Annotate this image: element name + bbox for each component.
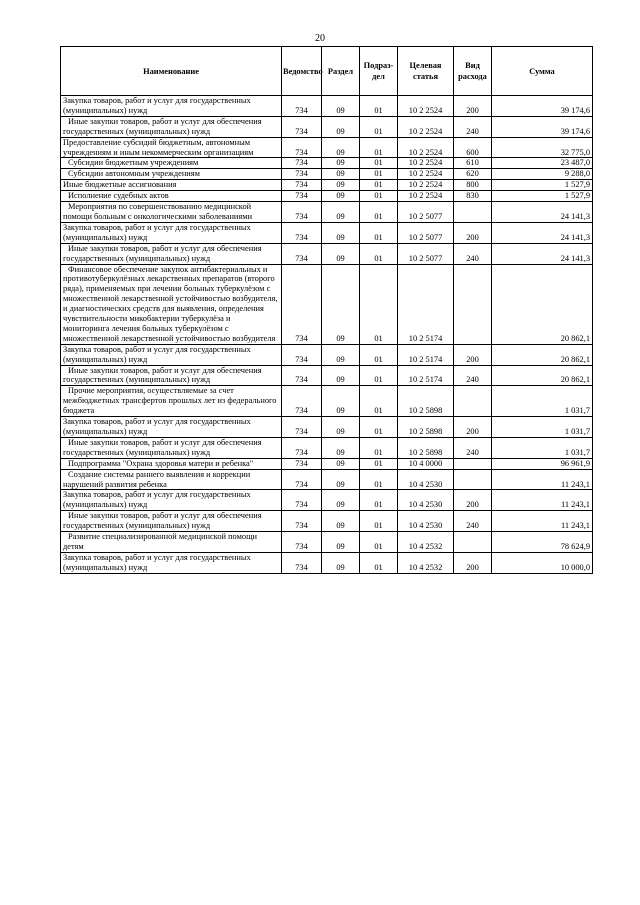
cell-subsection: 01 (360, 96, 398, 117)
cell-name: Закупка товаров, работ и услуг для государственных (муниципальных) нужд (61, 552, 282, 573)
cell-subsection: 01 (360, 344, 398, 365)
table-row (61, 344, 593, 365)
cell-section: 09 (322, 96, 360, 117)
cell-amount: 20 862,1 (492, 365, 593, 386)
cell-subsection: 01 (360, 386, 398, 417)
cell-subsection: 01 (360, 191, 398, 202)
cell-name: Закупка товаров, работ и услуг для государственных (муниципальных) нужд (61, 222, 282, 243)
cell-amount: 20 862,1 (492, 344, 593, 365)
cell-target: 10 2 2524 (398, 180, 454, 191)
cell-amount: 1 527,9 (492, 180, 593, 191)
table-row (61, 116, 593, 137)
cell-expense-type: 620 (454, 169, 492, 180)
cell-expense-type: 200 (454, 417, 492, 438)
cell-name: Финансовое обеспечение закупок антибактериальных и противотуберкулёзных лекарственных препаратов (второго ряда), применяемых при лечении больных туберкулёзом с множественной лекарственной устойчивостью возбудителя, и диагностических средств для выявления, определения чувствительности микобактерии туберкулёза и мониторинга лечения больных туберкулёзом с множественной лекарственной устойчивостью возбудителя (61, 264, 282, 344)
cell-dept: 734 (282, 137, 322, 158)
table-row (61, 202, 593, 223)
cell-name: Мероприятия по совершенствованию медицинской помощи больным с онкологическими заболеваниями (61, 202, 282, 223)
cell-dept: 734 (282, 552, 322, 573)
cell-section: 09 (322, 344, 360, 365)
table-header (61, 47, 593, 96)
cell-name: Закупка товаров, работ и услуг для государственных (муниципальных) нужд (61, 96, 282, 117)
cell-subsection: 01 (360, 417, 398, 438)
cell-amount: 32 775,0 (492, 137, 593, 158)
cell-dept: 734 (282, 511, 322, 532)
cell-amount: 39 174,6 (492, 116, 593, 137)
cell-name: Закупка товаров, работ и услуг для государственных (муниципальных) нужд (61, 417, 282, 438)
header-subsection: Подраз-дел (360, 47, 398, 96)
cell-expense-type (454, 264, 492, 344)
cell-amount: 1 031,7 (492, 386, 593, 417)
cell-name: Создание системы раннего выявления и коррекции нарушений развития ребенка (61, 469, 282, 490)
cell-section: 09 (322, 552, 360, 573)
cell-subsection: 01 (360, 264, 398, 344)
cell-amount: 24 141,3 (492, 243, 593, 264)
cell-expense-type: 240 (454, 437, 492, 458)
cell-dept: 734 (282, 532, 322, 553)
cell-expense-type (454, 469, 492, 490)
cell-section: 09 (322, 158, 360, 169)
page-number: 20 (315, 33, 325, 44)
cell-section: 09 (322, 437, 360, 458)
cell-name: Иные закупки товаров, работ и услуг для обеспечения государственных (муниципальных) нужд (61, 243, 282, 264)
cell-section: 09 (322, 469, 360, 490)
cell-amount: 1 031,7 (492, 417, 593, 438)
table-row (61, 458, 593, 469)
cell-name: Исполнение судебных актов (61, 191, 282, 202)
cell-section: 09 (322, 417, 360, 438)
cell-subsection: 01 (360, 532, 398, 553)
cell-name: Закупка товаров, работ и услуг для государственных (муниципальных) нужд (61, 344, 282, 365)
header-dept: Ведомство (282, 47, 322, 96)
header-expense-type: Вид расхода (454, 47, 492, 96)
cell-subsection: 01 (360, 511, 398, 532)
cell-target: 10 2 5174 (398, 365, 454, 386)
budget-table (60, 46, 593, 574)
table-row (61, 511, 593, 532)
cell-dept: 734 (282, 191, 322, 202)
cell-expense-type: 200 (454, 344, 492, 365)
cell-expense-type: 200 (454, 490, 492, 511)
cell-section: 09 (322, 458, 360, 469)
table-row (61, 180, 593, 191)
cell-name: Субсидии автономным учреждениям (61, 169, 282, 180)
cell-dept: 734 (282, 180, 322, 191)
cell-target: 10 4 2530 (398, 469, 454, 490)
table-row (61, 264, 593, 344)
table-row (61, 158, 593, 169)
header-section: Раздел (322, 47, 360, 96)
cell-amount: 11 243,1 (492, 490, 593, 511)
cell-subsection: 01 (360, 437, 398, 458)
cell-section: 09 (322, 365, 360, 386)
table-row (61, 386, 593, 417)
cell-subsection: 01 (360, 180, 398, 191)
table-row (61, 169, 593, 180)
cell-amount: 78 624,9 (492, 532, 593, 553)
cell-dept: 734 (282, 116, 322, 137)
cell-amount: 11 243,1 (492, 469, 593, 490)
cell-target: 10 2 2524 (398, 96, 454, 117)
cell-expense-type: 240 (454, 511, 492, 532)
cell-section: 09 (322, 386, 360, 417)
cell-subsection: 01 (360, 469, 398, 490)
cell-dept: 734 (282, 202, 322, 223)
cell-target: 10 2 2524 (398, 116, 454, 137)
cell-expense-type (454, 202, 492, 223)
cell-name: Субсидии бюджетным учреждениям (61, 158, 282, 169)
cell-name: Подпрограмма "Охрана здоровья матери и ребенка" (61, 458, 282, 469)
table-row (61, 243, 593, 264)
cell-section: 09 (322, 264, 360, 344)
cell-target: 10 2 5898 (398, 386, 454, 417)
cell-target: 10 2 5174 (398, 344, 454, 365)
cell-expense-type: 200 (454, 96, 492, 117)
table-row (61, 365, 593, 386)
cell-amount: 20 862,1 (492, 264, 593, 344)
cell-target: 10 2 2524 (398, 169, 454, 180)
cell-name: Иные закупки товаров, работ и услуг для обеспечения государственных (муниципальных) нужд (61, 437, 282, 458)
cell-expense-type: 830 (454, 191, 492, 202)
header-amount: Сумма (492, 47, 593, 96)
cell-section: 09 (322, 222, 360, 243)
cell-subsection: 01 (360, 552, 398, 573)
cell-name: Прочие мероприятия, осуществляемые за счет межбюджетных трансфертов прошлых лет из федерального бюджета (61, 386, 282, 417)
cell-target: 10 2 5174 (398, 264, 454, 344)
cell-target: 10 4 2532 (398, 532, 454, 553)
cell-target: 10 4 2530 (398, 511, 454, 532)
cell-amount: 9 288,0 (492, 169, 593, 180)
header-target: Целевая статья (398, 47, 454, 96)
cell-dept: 734 (282, 386, 322, 417)
cell-amount: 96 961,9 (492, 458, 593, 469)
table-row (61, 137, 593, 158)
cell-section: 09 (322, 243, 360, 264)
cell-section: 09 (322, 490, 360, 511)
cell-subsection: 01 (360, 116, 398, 137)
cell-expense-type: 800 (454, 180, 492, 191)
cell-subsection: 01 (360, 202, 398, 223)
cell-dept: 734 (282, 458, 322, 469)
cell-name: Развитие специализированной медицинской помощи детям (61, 532, 282, 553)
cell-section: 09 (322, 169, 360, 180)
cell-expense-type: 200 (454, 222, 492, 243)
cell-section: 09 (322, 202, 360, 223)
cell-amount: 1 527,9 (492, 191, 593, 202)
cell-expense-type: 240 (454, 116, 492, 137)
cell-section: 09 (322, 511, 360, 532)
cell-target: 10 2 5898 (398, 417, 454, 438)
cell-target: 10 2 2524 (398, 158, 454, 169)
table-body (61, 96, 593, 574)
table-row (61, 437, 593, 458)
cell-dept: 734 (282, 469, 322, 490)
table-row (61, 191, 593, 202)
cell-target: 10 2 5077 (398, 243, 454, 264)
cell-expense-type: 240 (454, 243, 492, 264)
cell-subsection: 01 (360, 222, 398, 243)
cell-dept: 734 (282, 243, 322, 264)
cell-dept: 734 (282, 158, 322, 169)
cell-dept: 734 (282, 264, 322, 344)
cell-name: Иные закупки товаров, работ и услуг для обеспечения государственных (муниципальных) нужд (61, 511, 282, 532)
cell-dept: 734 (282, 344, 322, 365)
table-row (61, 490, 593, 511)
cell-subsection: 01 (360, 137, 398, 158)
cell-dept: 734 (282, 417, 322, 438)
cell-expense-type: 610 (454, 158, 492, 169)
cell-dept: 734 (282, 365, 322, 386)
cell-section: 09 (322, 116, 360, 137)
cell-subsection: 01 (360, 490, 398, 511)
cell-target: 10 2 2524 (398, 137, 454, 158)
cell-target: 10 2 5898 (398, 437, 454, 458)
cell-dept: 734 (282, 490, 322, 511)
cell-dept: 734 (282, 437, 322, 458)
cell-section: 09 (322, 180, 360, 191)
cell-section: 09 (322, 191, 360, 202)
table-row (61, 469, 593, 490)
cell-subsection: 01 (360, 243, 398, 264)
cell-expense-type (454, 532, 492, 553)
cell-target: 10 2 2524 (398, 191, 454, 202)
cell-section: 09 (322, 532, 360, 553)
cell-expense-type (454, 386, 492, 417)
cell-subsection: 01 (360, 158, 398, 169)
cell-target: 10 2 5077 (398, 202, 454, 223)
table-row (61, 417, 593, 438)
cell-expense-type: 600 (454, 137, 492, 158)
cell-amount: 1 031,7 (492, 437, 593, 458)
cell-name: Иные закупки товаров, работ и услуг для обеспечения государственных (муниципальных) нужд (61, 365, 282, 386)
table-row (61, 222, 593, 243)
cell-name: Закупка товаров, работ и услуг для государственных (муниципальных) нужд (61, 490, 282, 511)
cell-subsection: 01 (360, 458, 398, 469)
cell-subsection: 01 (360, 365, 398, 386)
table-row (61, 552, 593, 573)
cell-dept: 734 (282, 222, 322, 243)
cell-amount: 10 000,0 (492, 552, 593, 573)
cell-amount: 11 243,1 (492, 511, 593, 532)
cell-amount: 23 487,0 (492, 158, 593, 169)
table-row (61, 532, 593, 553)
cell-expense-type (454, 458, 492, 469)
cell-subsection: 01 (360, 169, 398, 180)
cell-target: 10 4 2532 (398, 552, 454, 573)
cell-amount: 24 141,3 (492, 202, 593, 223)
cell-dept: 734 (282, 96, 322, 117)
header-name: Наименование (61, 47, 282, 96)
cell-target: 10 4 0000 (398, 458, 454, 469)
cell-expense-type: 240 (454, 365, 492, 386)
cell-expense-type: 200 (454, 552, 492, 573)
cell-dept: 734 (282, 169, 322, 180)
cell-amount: 39 174,6 (492, 96, 593, 117)
cell-amount: 24 141,3 (492, 222, 593, 243)
cell-name: Иные закупки товаров, работ и услуг для обеспечения государственных (муниципальных) нужд (61, 116, 282, 137)
cell-target: 10 2 5077 (398, 222, 454, 243)
cell-name: Предоставление субсидий бюджетным, автономным учреждениям и иным некоммерческим организациям (61, 137, 282, 158)
cell-section: 09 (322, 137, 360, 158)
cell-target: 10 4 2530 (398, 490, 454, 511)
cell-name: Иные бюджетные ассигнования (61, 180, 282, 191)
table-row (61, 96, 593, 117)
